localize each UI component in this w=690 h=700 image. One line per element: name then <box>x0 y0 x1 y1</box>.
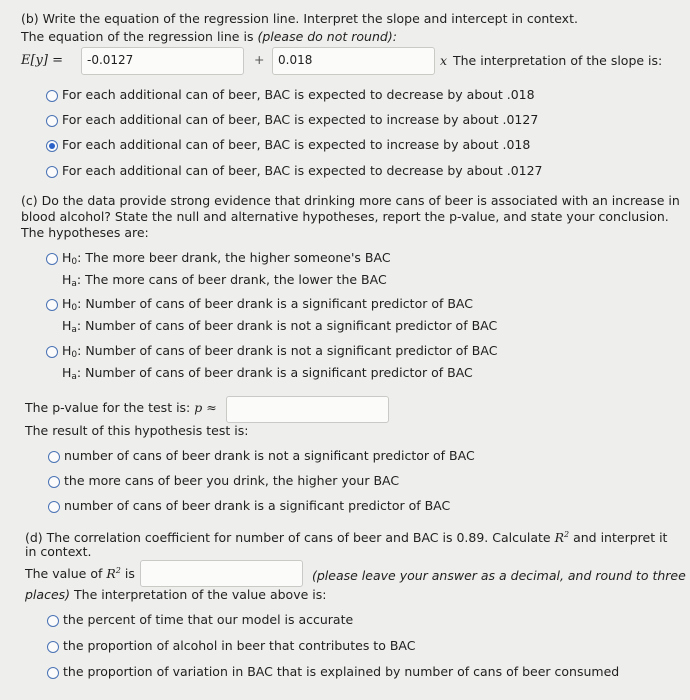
slope-option-radio-1[interactable] <box>46 90 58 102</box>
r2-value-label: The value of $R^2$ is <box>25 566 135 582</box>
result-label: The result of this hypothesis test is: <box>25 423 249 438</box>
x-variable: x <box>440 53 448 68</box>
h0-line: $H_0$: Number of cans of beer drank is not a significant predictor of BAC <box>62 343 498 360</box>
slope-value: 0.018 <box>278 53 313 67</box>
slope-option-3[interactable]: For each additional can of beer, BAC is expected to increase by about .018 <box>62 137 531 152</box>
ha-line: $H_a$: Number of cans of beer drank is not a significant predictor of BAC <box>62 318 498 335</box>
ha-line: $H_a$: Number of cans of beer drank is a significant predictor of BAC <box>62 365 473 382</box>
slope-option-2[interactable]: For each additional can of beer, BAC is expected to increase by about .0127 <box>62 112 539 127</box>
slope-option-1[interactable]: For each additional can of beer, BAC is expected to decrease by about .018 <box>62 87 535 102</box>
ha-line: $H_a$: The more cans of beer drank, the lower the BAC <box>62 272 387 289</box>
hypothesis-option-3[interactable] <box>62 342 497 386</box>
pvalue-label: The p-value for the test is: p ≈ <box>25 400 217 415</box>
plus-sign: + <box>254 52 265 67</box>
result-radio-2[interactable] <box>48 476 60 488</box>
pvalue-symbol: p ≈ <box>194 400 217 415</box>
interp-option-1[interactable]: the percent of time that our model is accurate <box>63 612 354 627</box>
r2-interp-label: places) The interpretation of the value above is: <box>25 587 327 602</box>
r-squared-symbol: $R^2$ <box>554 530 570 546</box>
h0-line: $H_0$: The more beer drank, the higher someone's BAC <box>62 250 391 267</box>
pvalue-input[interactable] <box>226 396 389 423</box>
hypothesis-option-1[interactable] <box>62 249 391 293</box>
slope-option-4[interactable]: For each additional can of beer, BAC is expected to decrease by about .0127 <box>62 163 543 178</box>
part-b-subheading-text: The equation of the regression line is <box>21 29 258 44</box>
interp-radio-2[interactable] <box>47 641 59 653</box>
slope-prompt: The interpretation of the slope is: <box>453 53 663 68</box>
interp-option-2[interactable]: the proportion of alcohol in beer that contributes to BAC <box>63 638 416 653</box>
hypothesis-radio-1[interactable] <box>46 253 58 265</box>
result-radio-1[interactable] <box>48 451 60 463</box>
slope-input[interactable] <box>272 47 435 75</box>
h0-line: $H_0$: Number of cans of beer drank is a significant predictor of BAC <box>62 296 473 313</box>
slope-option-radio-2[interactable] <box>46 115 58 127</box>
part-b-subheading <box>21 29 397 44</box>
part-b-heading: (b) Write the equation of the regression line. Interpret the slope and intercept in context. <box>21 11 578 26</box>
part-c-heading-3: The hypotheses are: <box>21 225 149 240</box>
interp-option-3[interactable]: the proportion of variation in BAC that is explained by number of cans of beer consumed <box>63 664 620 679</box>
result-radio-3[interactable] <box>48 501 60 513</box>
hypothesis-radio-3[interactable] <box>46 346 58 358</box>
part-c-heading-2: blood alcohol? State the null and alternative hypotheses, report the p-value, and state your conclusion. <box>21 209 669 224</box>
r2-input[interactable] <box>140 560 303 587</box>
intercept-value: -0.0127 <box>87 53 134 67</box>
result-option-3[interactable]: number of cans of beer drank is a significant predictor of BAC <box>64 498 451 513</box>
slope-option-radio-4[interactable] <box>46 166 58 178</box>
result-option-1[interactable]: number of cans of beer drank is not a significant predictor of BAC <box>64 448 475 463</box>
regression-lhs: E[y] = <box>21 53 64 68</box>
interp-radio-1[interactable] <box>47 615 59 627</box>
hypothesis-radio-2[interactable] <box>46 299 58 311</box>
part-d-heading-2: in context. <box>25 544 92 559</box>
r2-rounding-note: (please leave your answer as a decimal, and round to three <box>312 568 686 583</box>
part-b-subheading-note: (please do not round): <box>257 29 397 44</box>
interp-radio-3[interactable] <box>47 667 59 679</box>
part-d-heading-1: (d) The correlation coefficient for number of cans of beer and BAC is 0.89. Calculate $R^2$ and interpret it <box>25 530 668 546</box>
intercept-input[interactable] <box>81 47 244 75</box>
slope-option-radio-3-selected[interactable] <box>46 140 58 152</box>
hypothesis-option-2[interactable] <box>62 295 497 339</box>
part-c-heading-1: (c) Do the data provide strong evidence that drinking more cans of beer is associated with an increase in <box>21 193 680 208</box>
result-option-2[interactable]: the more cans of beer you drink, the higher your BAC <box>64 473 400 488</box>
